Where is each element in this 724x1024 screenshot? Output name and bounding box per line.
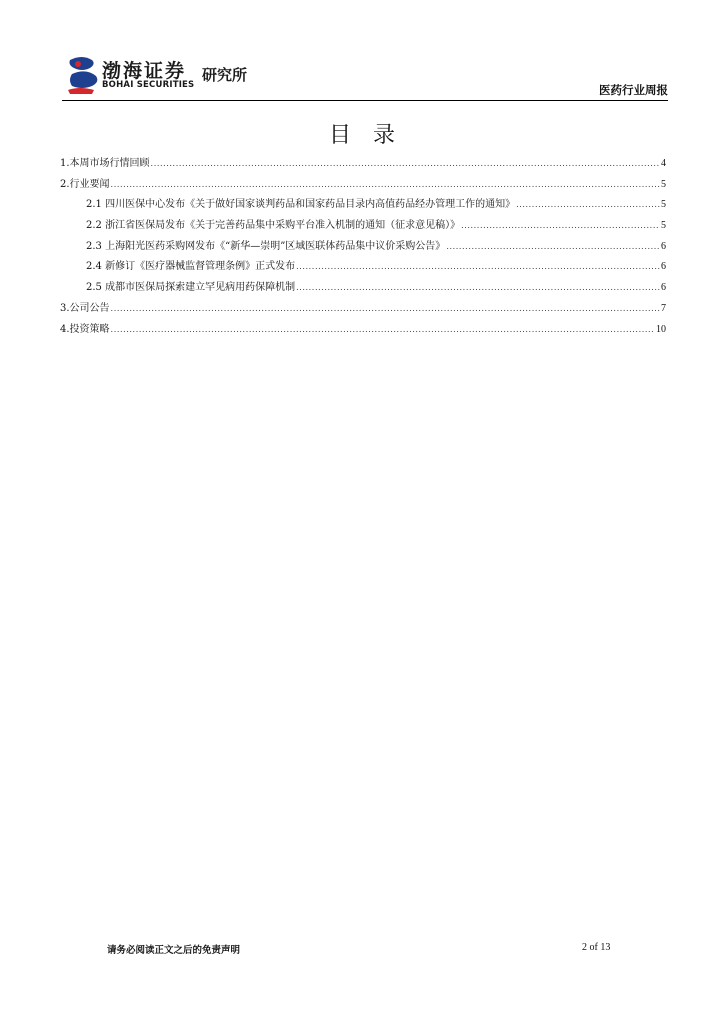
toc-entry[interactable] bbox=[60, 237, 666, 258]
institute-name: 研究所 bbox=[202, 66, 248, 84]
toc-entry-label: 2.5 成都市医保局探索建立罕见病用药保障机制 bbox=[86, 282, 296, 294]
toc-entry-label: 2.4 新修订《医疗器械监督管理条例》正式发布 bbox=[86, 261, 296, 273]
page-header bbox=[62, 50, 668, 100]
footer-page-number: 2 of 13 bbox=[582, 942, 611, 953]
toc-leader-dots bbox=[296, 257, 660, 278]
toc-entry-label: 1.本周市场行情回顾 bbox=[60, 158, 150, 169]
toc-entry-page: 5 bbox=[661, 178, 666, 190]
toc-entry-page: 10 bbox=[656, 323, 666, 335]
toc-leader-dots bbox=[111, 299, 660, 320]
toc-leader-dots bbox=[516, 195, 660, 216]
toc-entry-page: 5 bbox=[661, 199, 666, 211]
bohai-logo-icon bbox=[66, 54, 100, 94]
toc-entry-page: 7 bbox=[661, 302, 666, 314]
toc-entry-label: 2.3 上海阳光医药采购网发布《“新华—崇明”区域医联体药品集中议价采购公告》 bbox=[86, 240, 446, 252]
toc-leader-dots bbox=[151, 154, 660, 175]
toc-title: 目录 bbox=[328, 123, 417, 148]
toc-entry[interactable] bbox=[60, 257, 666, 278]
toc-entry[interactable] bbox=[60, 216, 666, 237]
toc-entry[interactable] bbox=[60, 320, 666, 341]
toc-entry-page: 5 bbox=[661, 220, 666, 232]
toc-entry-label: 2.行业要闻 bbox=[60, 178, 110, 190]
toc-entry-label: 4.投资策略 bbox=[60, 323, 110, 335]
toc-entry[interactable] bbox=[60, 175, 666, 196]
toc-entry-page: 4 bbox=[661, 158, 666, 169]
toc-entry-page: 6 bbox=[661, 261, 666, 273]
toc-entry-label: 3.公司公告 bbox=[60, 302, 110, 314]
table-of-contents bbox=[60, 154, 666, 340]
footer-disclaimer: 请务必阅读正文之后的免责声明 bbox=[107, 945, 241, 956]
toc-leader-dots bbox=[446, 237, 660, 258]
toc-leader-dots bbox=[296, 278, 660, 299]
toc-entry-page: 6 bbox=[661, 240, 666, 252]
toc-entry[interactable] bbox=[60, 154, 666, 175]
header-rule bbox=[62, 100, 668, 101]
toc-entry-label: 2.1 四川医保中心发布《关于做好国家谈判药品和国家药品目录内高值药品经办管理工作的通知》 bbox=[86, 199, 516, 211]
toc-entry[interactable] bbox=[60, 299, 666, 320]
toc-leader-dots bbox=[111, 175, 660, 196]
report-type: 医药行业周报 bbox=[599, 83, 668, 97]
toc-leader-dots bbox=[111, 320, 655, 341]
toc-entry-label: 2.2 浙江省医保局发布《关于完善药品集中采购平台准入机制的通知（征求意见稿）》 bbox=[86, 220, 461, 232]
toc-entry-page: 6 bbox=[661, 282, 666, 294]
toc-leader-dots bbox=[461, 216, 660, 237]
toc-entry[interactable] bbox=[60, 195, 666, 216]
logo-english-name: BOHAI SECURITIES bbox=[102, 80, 195, 90]
logo-chinese-name: 渤海证券 bbox=[102, 60, 187, 82]
toc-entry[interactable] bbox=[60, 278, 666, 299]
